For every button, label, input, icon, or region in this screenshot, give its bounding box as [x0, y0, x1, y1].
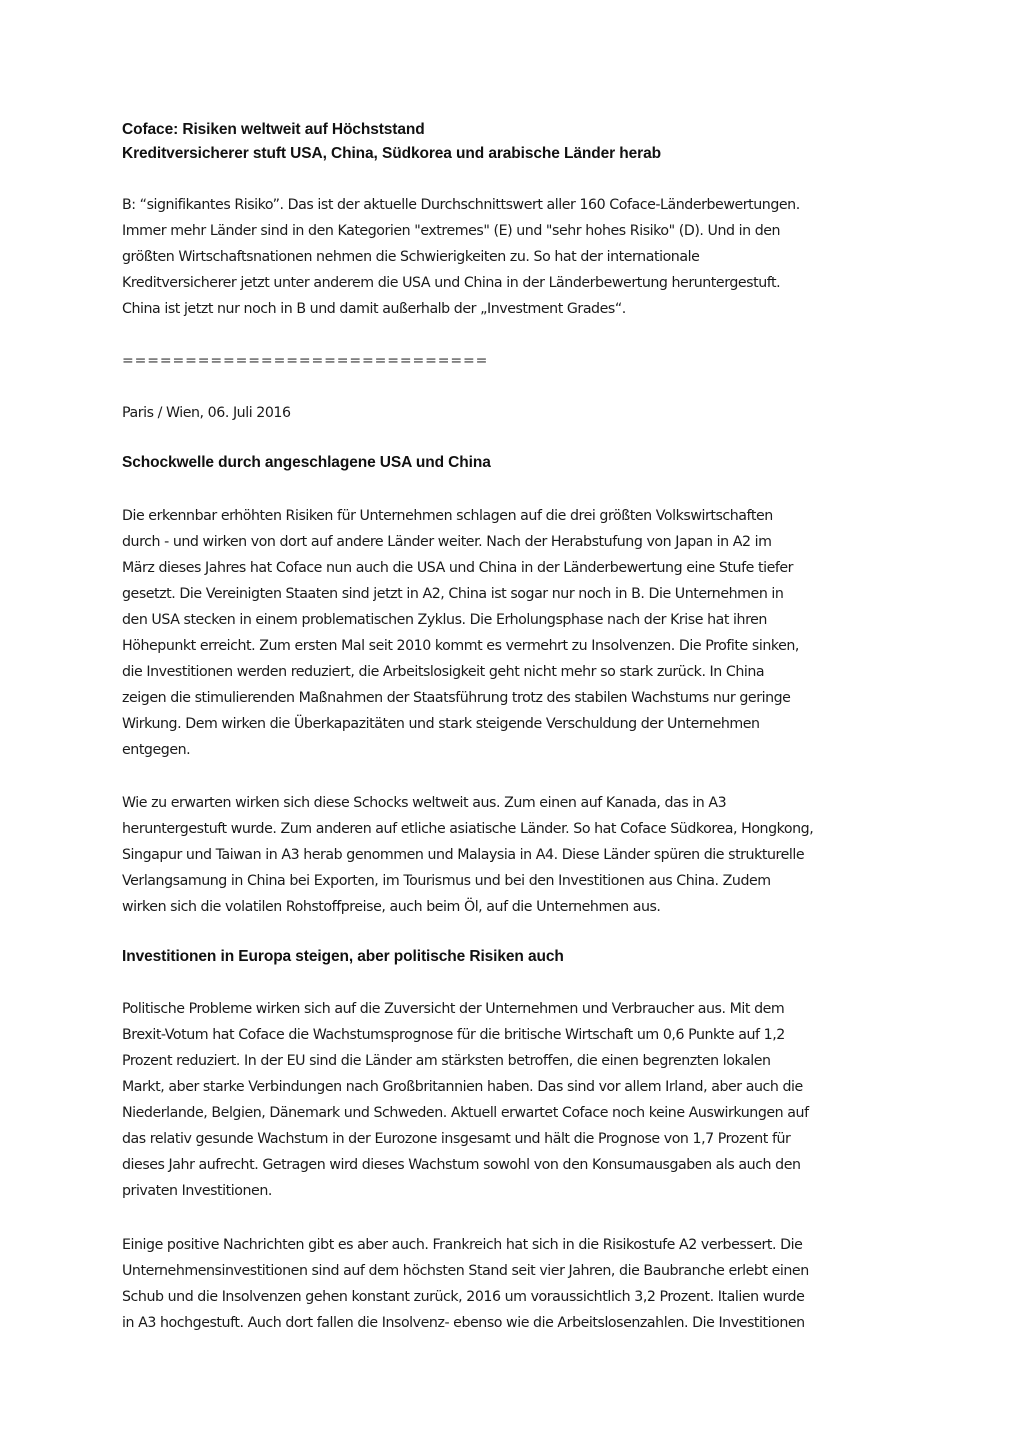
document-subtitle: Kreditversicherer stuft USA, China, Südkorea und arabische Länder herab	[122, 145, 661, 162]
text-line: privaten Investitionen.	[122, 1183, 272, 1199]
text-line: größten Wirtschaftsnationen nehmen die Schwierigkeiten zu. So hat der internationale	[122, 249, 700, 265]
text-line: entgegen.	[122, 742, 191, 758]
text-line: China ist jetzt nur noch in B und damit außerhalb der „Investment Grades“.	[122, 301, 626, 317]
text-line: Immer mehr Länder sind in den Kategorien "extremes" (E) und "sehr hohes Risiko" (D). Und in den	[122, 223, 781, 239]
text-line: gesetzt. Die Vereinigten Staaten sind jetzt in A2, China ist sogar nur noch in B. Die Unternehmen in	[122, 586, 784, 602]
intro-paragraph	[122, 192, 912, 322]
text-line: wirken sich die volatilen Rohstoffpreise, auch beim Öl, auf die Unternehmen aus.	[122, 899, 661, 915]
text-line: heruntergestuft wurde. Zum anderen auf etliche asiatische Länder. So hat Coface Südkorea, Hongkong,	[122, 821, 814, 837]
text-line: den USA stecken in einem problematischen Zyklus. Die Erholungsphase nach der Krise hat ihren	[122, 612, 767, 628]
text-line: Wie zu erwarten wirken sich diese Schocks weltweit aus. Zum einen auf Kanada, das in A3	[122, 795, 727, 811]
text-line: Brexit-Votum hat Coface die Wachstumsprognose für die britische Wirtschaft um 0,6 Punkte auf 1,2	[122, 1027, 785, 1043]
paragraph	[122, 790, 912, 920]
text-line: Wirkung. Dem wirken die Überkapazitäten und stark steigende Verschuldung der Unternehmen	[122, 716, 760, 732]
document-title: Coface: Risiken weltweit auf Höchststand	[122, 121, 425, 138]
text-line: Die erkennbar erhöhten Risiken für Unternehmen schlagen auf die drei größten Volkswirtschaften	[122, 508, 773, 524]
text-line: Singapur und Taiwan in A3 herab genommen und Malaysia in A4. Diese Länder spüren die strukturelle	[122, 847, 805, 863]
text-line: in A3 hochgestuft. Auch dort fallen die Insolvenz- ebenso wie die Arbeitslosenzahlen. Die Investitionen	[122, 1315, 805, 1331]
text-line: Unternehmensinvestitionen sind auf dem höchsten Stand seit vier Jahren, die Baubranche erlebt einen	[122, 1263, 809, 1279]
text-line: das relativ gesunde Wachstum in der Eurozone insgesamt und hält die Prognose von 1,7 Prozent für	[122, 1131, 791, 1147]
text-line: Niederlande, Belgien, Dänemark und Schweden. Aktuell erwartet Coface noch keine Auswirkungen auf	[122, 1105, 809, 1121]
text-line: Markt, aber starke Verbindungen nach Großbritannien haben. Das sind vor allem Irland, aber auch die	[122, 1079, 803, 1095]
paragraph	[122, 1232, 912, 1336]
paragraph	[122, 996, 912, 1204]
text-line: die Investitionen werden reduziert, die Arbeitslosigkeit geht nicht mehr so stark zurück. In China	[122, 664, 765, 680]
section-heading: Schockwelle durch angeschlagene USA und China	[122, 454, 491, 471]
dateline: Paris / Wien, 06. Juli 2016	[122, 405, 291, 421]
text-line: Einige positive Nachrichten gibt es aber auch. Frankreich hat sich in die Risikostufe A2 verbessert. Die	[122, 1237, 803, 1253]
text-line: zeigen die stimulierenden Maßnahmen der Staatsführung trotz des stabilen Wachstums nur geringe	[122, 690, 791, 706]
text-line: Politische Probleme wirken sich auf die Zuversicht der Unternehmen und Verbraucher aus. Mit dem	[122, 1001, 785, 1017]
text-line: Kreditversicherer jetzt unter anderem die USA und China in der Länderbewertung heruntergestuft.	[122, 275, 781, 291]
text-line: Prozent reduziert. In der EU sind die Länder am stärksten betroffen, die einen begrenzten lokalen	[122, 1053, 771, 1069]
text-line: Schub und die Insolvenzen gehen konstant zurück, 2016 um voraussichtlich 3,2 Prozent. Italien wurde	[122, 1289, 805, 1305]
text-line: dieses Jahr aufrecht. Getragen wird dieses Wachstum sowohl von den Konsumausgaben als auch den	[122, 1157, 801, 1173]
text-line: März dieses Jahres hat Coface nun auch die USA und China in der Länderbewertung eine Stufe tiefer	[122, 560, 794, 576]
text-line: Höhepunkt erreicht. Zum ersten Mal seit 2010 kommt es vermehrt zu Insolvenzen. Die Profite sinken,	[122, 638, 799, 654]
text-line: Verlangsamung in China bei Exporten, im Tourismus und bei den Investitionen aus China. Zudem	[122, 873, 771, 889]
text-line: B: “signifikantes Risiko”. Das ist der aktuelle Durchschnittswert aller 160 Coface-Länderbewertungen.	[122, 197, 800, 213]
paragraph	[122, 503, 912, 763]
section-heading: Investitionen in Europa steigen, aber politische Risiken auch	[122, 948, 564, 965]
text-line: durch - und wirken von dort auf andere Länder weiter. Nach der Herabstufung von Japan in A2 im	[122, 534, 772, 550]
separator-line: =============================	[122, 353, 489, 369]
